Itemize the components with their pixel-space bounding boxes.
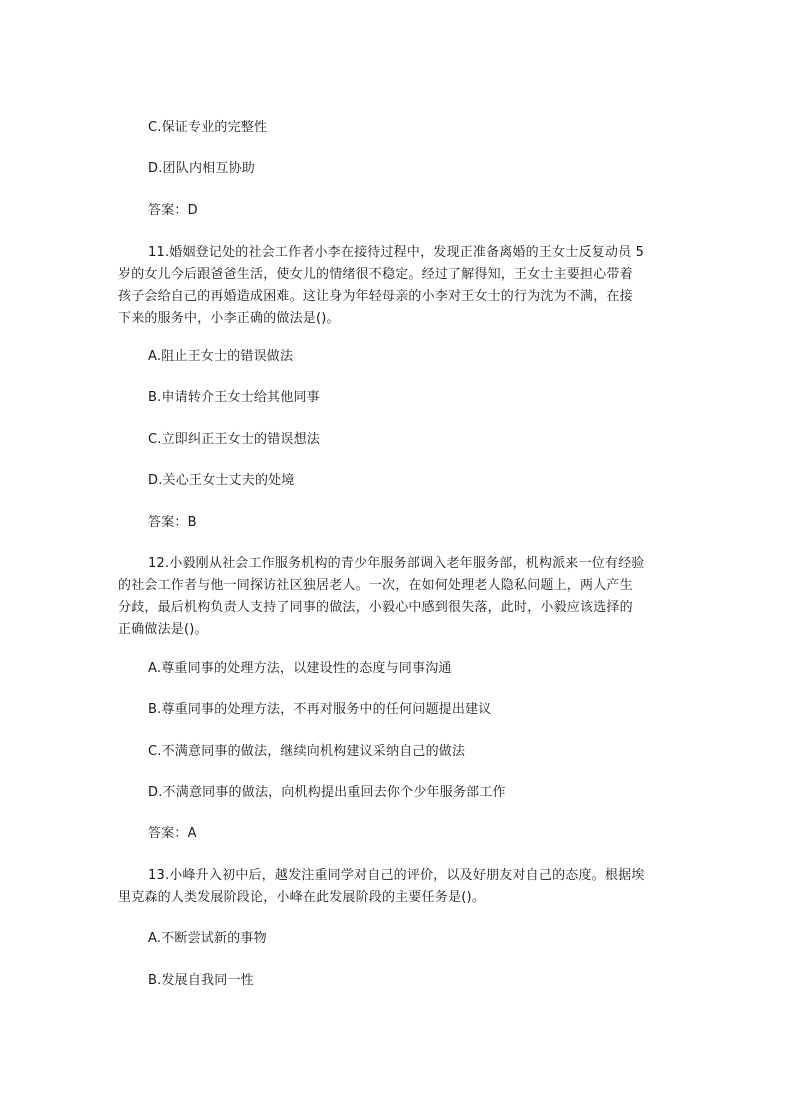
question-12-option-d: D.不满意同事的做法，向机构提出重回去你个少年服务部工作	[148, 785, 506, 800]
answer: 答案：D	[148, 203, 198, 218]
question-11-option-a: A.阻止王女士的错误做法	[148, 349, 294, 364]
option-c: C.保证专业的完整性	[148, 120, 268, 135]
question-11-option-d: D.关心王女士丈夫的处境	[148, 473, 295, 488]
question-13-option-b: B.发展自我同一性	[148, 973, 254, 988]
option-d: D.团队内相互协助	[148, 161, 255, 176]
question-12-option-c: C.不满意同事的做法，继续向机构建议采纳自己的做法	[148, 744, 466, 759]
question-13-line-1: 13.小峰升入初中后，越发注重同学对自己的评价，以及好朋友对自己的态度。根据埃	[148, 868, 645, 883]
question-11-line-1: 11.婚姻登记处的社会工作者小李在接待过程中，发现正准备离婚的王女士反复动员 5	[148, 245, 645, 260]
question-12-line-4: 正确做法是()。	[118, 622, 208, 637]
question-11-line-4: 下来的服务中，小李正确的做法是()。	[118, 311, 340, 326]
question-11-option-c: C.立即纠正王女士的错误想法	[148, 432, 321, 447]
question-12-line-2: 的社会工作者与他一同探访社区独居老人。一次，在如何处理老人隐私问题上，两人产生	[118, 578, 633, 593]
question-12-answer: 答案：A	[148, 826, 197, 841]
question-13-line-2: 里克森的人类发展阶段论，小峰在此发展阶段的主要任务是()。	[118, 890, 485, 905]
question-11-option-b: B.申请转介王女士给其他同事	[148, 390, 320, 405]
question-11-answer: 答案：B	[148, 515, 197, 530]
question-11-line-3: 孩子会给自己的再婚造成困难。这让身为年轻母亲的小李对王女士的行为沈为不满，在接	[118, 289, 633, 304]
question-12-option-b: B.尊重同事的处理方法，不再对服务中的任何问题提出建议	[148, 702, 492, 717]
question-12-line-3: 分歧，最后机构负责人支持了同事的做法，小毅心中感到很失落，此时，小毅应该选择的	[118, 600, 633, 615]
question-12-line-1: 12.小毅刚从社会工作服务机构的青少年服务部调入老年服务部，机构派来一位有经验	[148, 556, 645, 571]
question-11-line-2: 岁的女儿今后跟爸爸生活，使女儿的情绪很不稳定。经过了解得知，王女士主要担心带着	[118, 267, 633, 282]
question-13-option-a: A.不断尝试新的事物	[148, 931, 267, 946]
question-12-option-a: A.尊重同事的处理方法，以建设性的态度与同事沟通	[148, 661, 452, 676]
